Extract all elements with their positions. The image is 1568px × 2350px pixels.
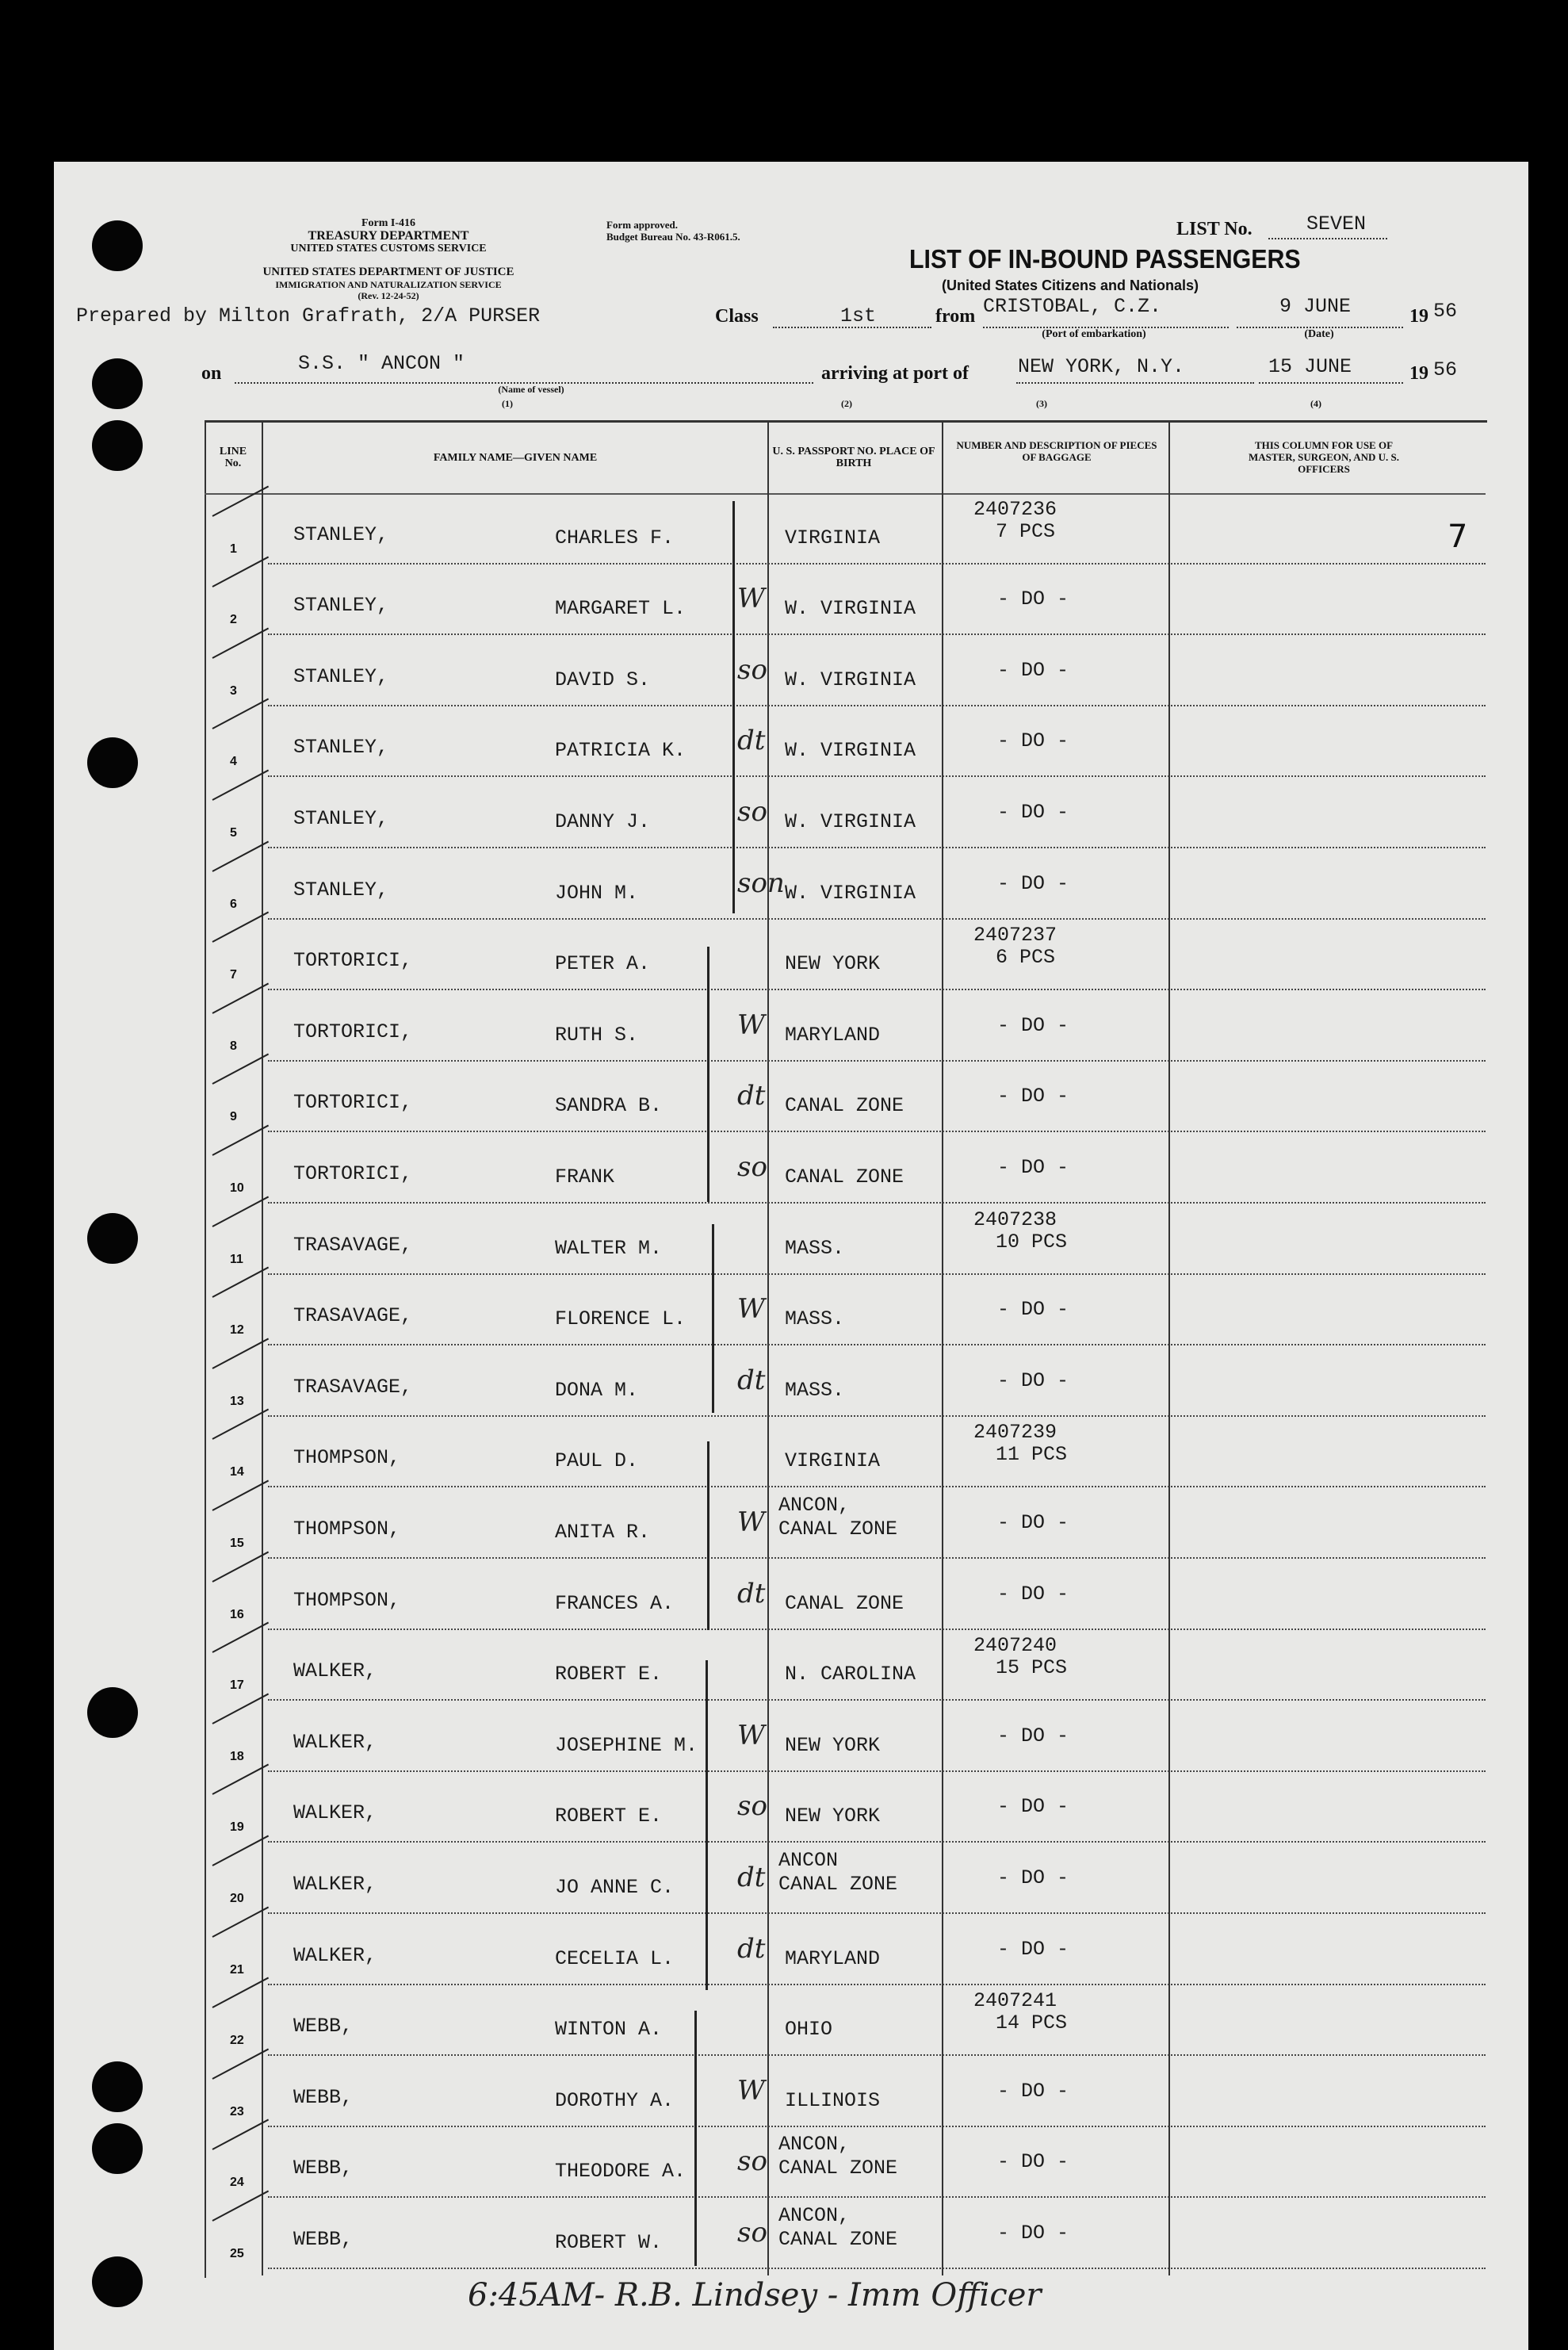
given-name: FRANCES A. [555,1591,675,1615]
family-bracket [694,2011,697,2266]
family-name: THOMPSON, [293,1588,401,1612]
family-name: TORTORICI, [293,1020,413,1043]
relationship-mark: W [737,2074,765,2107]
binder-hole [92,420,143,471]
line-number: 21 [230,1962,244,1977]
relationship-mark: so [737,2217,767,2249]
list-no-value: SEVEN [1306,212,1367,235]
form-title: LIST OF IN-BOUND PASSENGERS [909,244,1301,274]
port-embark-label: (Port of embarkation) [1042,328,1146,340]
relationship-mark: son [737,867,785,899]
family-name: WALKER, [293,1730,377,1754]
baggage-pieces: - DO - [997,801,1069,824]
col-divider [1168,422,1170,2275]
baggage-pieces: - DO - [997,1013,1069,1037]
baggage-pieces: 6 PCS [996,946,1056,970]
relationship-mark: W [737,1293,765,1326]
baggage-pieces: 11 PCS [996,1443,1068,1467]
family-name: STANLEY, [293,522,389,546]
baggage-pieces: - DO - [997,1156,1069,1179]
place-of-birth: ILLINOIS [785,2088,881,2112]
row-rule [268,2268,1486,2269]
header-rule [205,493,1486,495]
ins-service: IMMIGRATION AND NATURALIZATION SERVICE [275,279,502,290]
baggage-pieces: - DO - [997,1866,1069,1889]
binder-hole [92,358,143,409]
family-name: TORTORICI, [293,1091,413,1115]
baggage-ticket-no: 2407237 [973,924,1057,947]
baggage-pieces: - DO - [997,1298,1069,1322]
date-label: (Date) [1304,328,1334,340]
row-rule [268,1273,1486,1275]
given-name: SANDRA B. [555,1094,663,1118]
line-number: 13 [230,1394,244,1408]
family-bracket [712,1224,714,1413]
col-header-baggage: NUMBER AND DESCRIPTION OF PIECES OF BAGGAGE [956,439,1157,463]
family-name: STANLEY, [293,736,389,760]
baggage-pieces: - DO - [997,1511,1069,1534]
immigration-officer-note: 6:45AM- R.B. Lindsey - Imm Officer [468,2277,1042,2314]
arriving-label: arriving at port of [821,363,969,384]
place-of-birth: MARYLAND [785,1946,881,1970]
family-bracket [707,1441,709,1630]
family-name: TORTORICI, [293,1162,413,1185]
relationship-mark: W [737,1506,765,1538]
col-header-officer: THIS COLUMN FOR USE OF MASTER, SURGEON, AND U. S. OFFICERS [1249,439,1399,475]
row-rule [268,1131,1486,1132]
relationship-mark: dt [737,1364,766,1396]
officer-mark: 7 [1448,519,1468,555]
given-name: FLORENCE L. [555,1307,686,1331]
family-name: WEBB, [293,2085,354,2109]
baggage-pieces: - DO - [997,729,1069,753]
family-name: WALKER, [293,1873,377,1896]
col-num-1: (1) [502,398,513,409]
baggage-pieces: - DO - [997,1085,1069,1108]
col-header-passport: U. S. PASSPORT NO. PLACE OF BIRTH [772,446,935,469]
place-of-birth: W. VIRGINIA [785,668,916,691]
line-number: 16 [230,1607,244,1621]
family-name: TORTORICI, [293,949,413,973]
baggage-pieces: - DO - [997,2079,1069,2103]
place-of-birth: VIRGINIA [785,526,881,549]
line-number: 14 [230,1465,244,1479]
arrival-date: 15 JUNE [1268,355,1352,378]
on-label: on [201,363,222,384]
place-of-birth: ANCON, CANAL ZONE [778,1494,898,1541]
col-header-line: LINE No. [219,446,247,469]
customs-service: UNITED STATES CUSTOMS SERVICE [290,243,487,255]
line-number: 17 [230,1678,244,1693]
from-label: from [935,306,976,327]
place-of-birth: NEW YORK [785,1733,881,1757]
line-number: 25 [230,2247,244,2260]
year-2: 56 [1433,358,1458,381]
given-name: PETER A. [555,952,651,976]
passenger-table [205,420,1487,2278]
year-prefix-1: 19 [1409,306,1428,327]
row-rule [268,1629,1486,1630]
relationship-mark: dt [737,1080,766,1112]
baggage-ticket-no: 2407240 [973,1634,1057,1658]
line-number: 4 [230,755,237,769]
line-number: 12 [230,1323,244,1338]
binder-hole [92,2123,143,2174]
baggage-ticket-no: 2407236 [973,497,1057,521]
family-name: STANLEY, [293,594,389,618]
given-name: DANNY J. [555,810,651,833]
line-number: 3 [230,683,237,698]
line-number: 5 [230,826,237,840]
row-rule [268,1841,1486,1843]
row-rule [268,1984,1486,1985]
given-name: DONA M. [555,1378,639,1402]
arrival-port: NEW YORK, N.Y. [1018,355,1185,378]
place-of-birth: W. VIRGINIA [785,739,916,763]
baggage-pieces: - DO - [997,1368,1069,1392]
binder-hole [92,2061,143,2112]
given-name: JO ANNE C. [555,1876,675,1899]
relationship-mark: so [737,1151,767,1183]
col-num-4: (4) [1310,398,1321,409]
col-num-3: (3) [1036,398,1047,409]
place-of-birth: MARYLAND [785,1023,881,1047]
baggage-ticket-no: 2407238 [973,1208,1057,1231]
given-name: PATRICIA K. [555,739,686,763]
depart-date: 9 JUNE [1279,295,1352,318]
row-rule [268,775,1486,777]
place-of-birth: VIRGINIA [785,1449,881,1473]
row-rule [268,1202,1486,1204]
baggage-pieces: - DO - [997,1582,1069,1606]
row-rule [268,2196,1486,2198]
relationship-mark: W [737,1009,765,1041]
col-num-2: (2) [841,398,852,409]
class-value: 1st [840,304,877,327]
given-name: ROBERT E. [555,1805,663,1828]
given-name: CECELIA L. [555,1946,675,1970]
row-rule [268,1699,1486,1701]
row-rule [268,989,1486,990]
baggage-pieces: - DO - [997,1795,1069,1819]
family-name: STANLEY, [293,807,389,830]
baggage-pieces: 10 PCS [996,1230,1068,1253]
row-rule [268,2126,1486,2127]
line-number: 23 [230,2104,244,2118]
place-of-birth: CANAL ZONE [785,1591,904,1615]
place-of-birth: N. CAROLINA [785,1663,916,1686]
family-name: TRASAVAGE, [293,1304,413,1328]
baggage-ticket-no: 2407241 [973,1989,1057,2013]
given-name: CHARLES F. [555,526,675,549]
baggage-pieces: - DO - [997,658,1069,682]
relationship-mark: dt [737,1862,766,1893]
family-name: WALKER, [293,1801,377,1825]
binder-hole [92,220,143,271]
family-bracket [706,1660,708,1990]
row-rule [268,847,1486,848]
given-name: MARGARET L. [555,597,686,621]
line-number: 20 [230,1892,244,1905]
place-of-birth: OHIO [785,2018,833,2042]
given-name: ANITA R. [555,1521,651,1544]
place-of-birth: CANAL ZONE [785,1094,904,1118]
form-number: Form I-416 [361,217,416,229]
row-rule [268,1415,1486,1417]
relationship-mark: so [737,2145,767,2178]
line-number: 2 [230,613,237,627]
row-rule [268,2054,1486,2056]
family-name: THOMPSON, [293,1446,401,1470]
row-rule [268,918,1486,920]
place-of-birth: NEW YORK [785,952,881,976]
relationship-mark: so [737,653,767,686]
family-name: STANLEY, [293,664,389,688]
budget-bureau: Budget Bureau No. 43-R061.5. [606,231,740,243]
form-subtitle: (United States Citizens and Nationals) [942,277,1199,293]
given-name: ROBERT E. [555,1663,663,1686]
line-number: 8 [230,1039,237,1053]
relationship-mark: dt [737,1932,766,1965]
row-rule [268,1557,1486,1559]
line-number: 7 [230,968,237,982]
place-of-birth: W. VIRGINIA [785,597,916,621]
place-of-birth: ANCON, CANAL ZONE [778,2204,898,2251]
relationship-mark: so [737,796,767,828]
line-number: 18 [230,1749,244,1763]
place-of-birth: CANAL ZONE [785,1165,904,1188]
given-name: WALTER M. [555,1236,663,1260]
row-rule [268,705,1486,706]
row-rule [268,1770,1486,1772]
justice-dept: UNITED STATES DEPARTMENT OF JUSTICE [262,266,514,278]
family-name: THOMPSON, [293,1518,401,1541]
row-rule [268,1344,1486,1345]
row-rule [268,563,1486,565]
relationship-mark: dt [737,1577,766,1609]
family-bracket [732,501,735,913]
year-prefix-2: 19 [1409,363,1428,384]
line-number: 15 [230,1537,244,1550]
given-name: WINTON A. [555,2018,663,2042]
baggage-pieces: 7 PCS [996,519,1056,543]
place-of-birth: MASS. [785,1307,845,1331]
line-number: 22 [230,2034,244,2048]
baggage-pieces: - DO - [997,871,1069,895]
class-label: Class [715,306,759,327]
given-name: FRANK [555,1165,615,1188]
place-of-birth: W. VIRGINIA [785,881,916,905]
family-name: WEBB, [293,2228,354,2251]
form-revision: (Rev. 12-24-52) [358,290,419,301]
line-number: 1 [230,542,237,556]
row-rule [268,1486,1486,1487]
relationship-mark: so [737,1790,767,1823]
family-name: TRASAVAGE, [293,1375,413,1399]
binder-hole [87,1213,138,1264]
binder-hole [92,2256,143,2307]
line-number: 9 [230,1110,237,1124]
given-name: DAVID S. [555,668,651,691]
row-rule [268,1912,1486,1914]
col-divider [942,422,943,2275]
baggage-pieces: 15 PCS [996,1656,1068,1680]
given-name: ROBERT W. [555,2231,663,2254]
row-rule [268,633,1486,635]
year-1: 56 [1433,300,1458,323]
place-of-birth: MASS. [785,1378,845,1402]
prepared-by: Prepared by Milton Grafrath, 2/A PURSER [76,304,541,327]
col-divider [767,422,769,2275]
form-approved: Form approved. [606,219,679,231]
line-number: 10 [230,1181,244,1195]
baggage-pieces: - DO - [997,2150,1069,2174]
binder-hole [87,737,138,788]
place-of-birth: MASS. [785,1236,845,1260]
treasury-dept: TREASURY DEPARTMENT [308,229,469,243]
relationship-mark: W [737,583,765,615]
line-number: 11 [230,1252,243,1266]
col-header-name: FAMILY NAME—GIVEN NAME [433,452,598,464]
baggage-pieces: - DO - [997,588,1069,611]
family-name: WALKER, [293,1943,377,1967]
family-name: TRASAVAGE, [293,1233,413,1257]
baggage-ticket-no: 2407239 [973,1421,1057,1445]
baggage-pieces: - DO - [997,1937,1069,1961]
line-number: 6 [230,897,237,911]
place-of-birth: ANCON, CANAL ZONE [778,2133,898,2180]
binder-hole [87,1687,138,1738]
given-name: RUTH S. [555,1023,639,1047]
family-name: STANLEY, [293,878,389,901]
place-of-birth: NEW YORK [785,1805,881,1828]
vessel-label: (Name of vessel) [498,384,564,395]
from-value: CRISTOBAL, C.Z. [983,295,1162,318]
given-name: THEODORE A. [555,2160,686,2184]
relationship-mark: dt [737,725,766,757]
place-of-birth: W. VIRGINIA [785,810,916,833]
baggage-pieces: - DO - [997,1724,1069,1747]
line-number: 24 [230,2176,244,2190]
given-name: JOSEPHINE M. [555,1733,698,1757]
row-rule [268,1060,1486,1062]
given-name: DOROTHY A. [555,2088,675,2112]
baggage-pieces: 14 PCS [996,2011,1068,2035]
given-name: JOHN M. [555,881,639,905]
line-number: 19 [230,1820,244,1835]
list-no-label: LIST No. [1176,219,1252,239]
place-of-birth: ANCON CANAL ZONE [778,1849,898,1896]
vessel-name: S.S. " ANCON " [298,352,465,375]
family-name: WALKER, [293,1659,377,1683]
relationship-mark: W [737,1719,765,1751]
family-bracket [707,947,709,1202]
family-name: WEBB, [293,2015,354,2038]
baggage-pieces: - DO - [997,2222,1069,2245]
family-name: WEBB, [293,2157,354,2180]
given-name: PAUL D. [555,1449,639,1473]
